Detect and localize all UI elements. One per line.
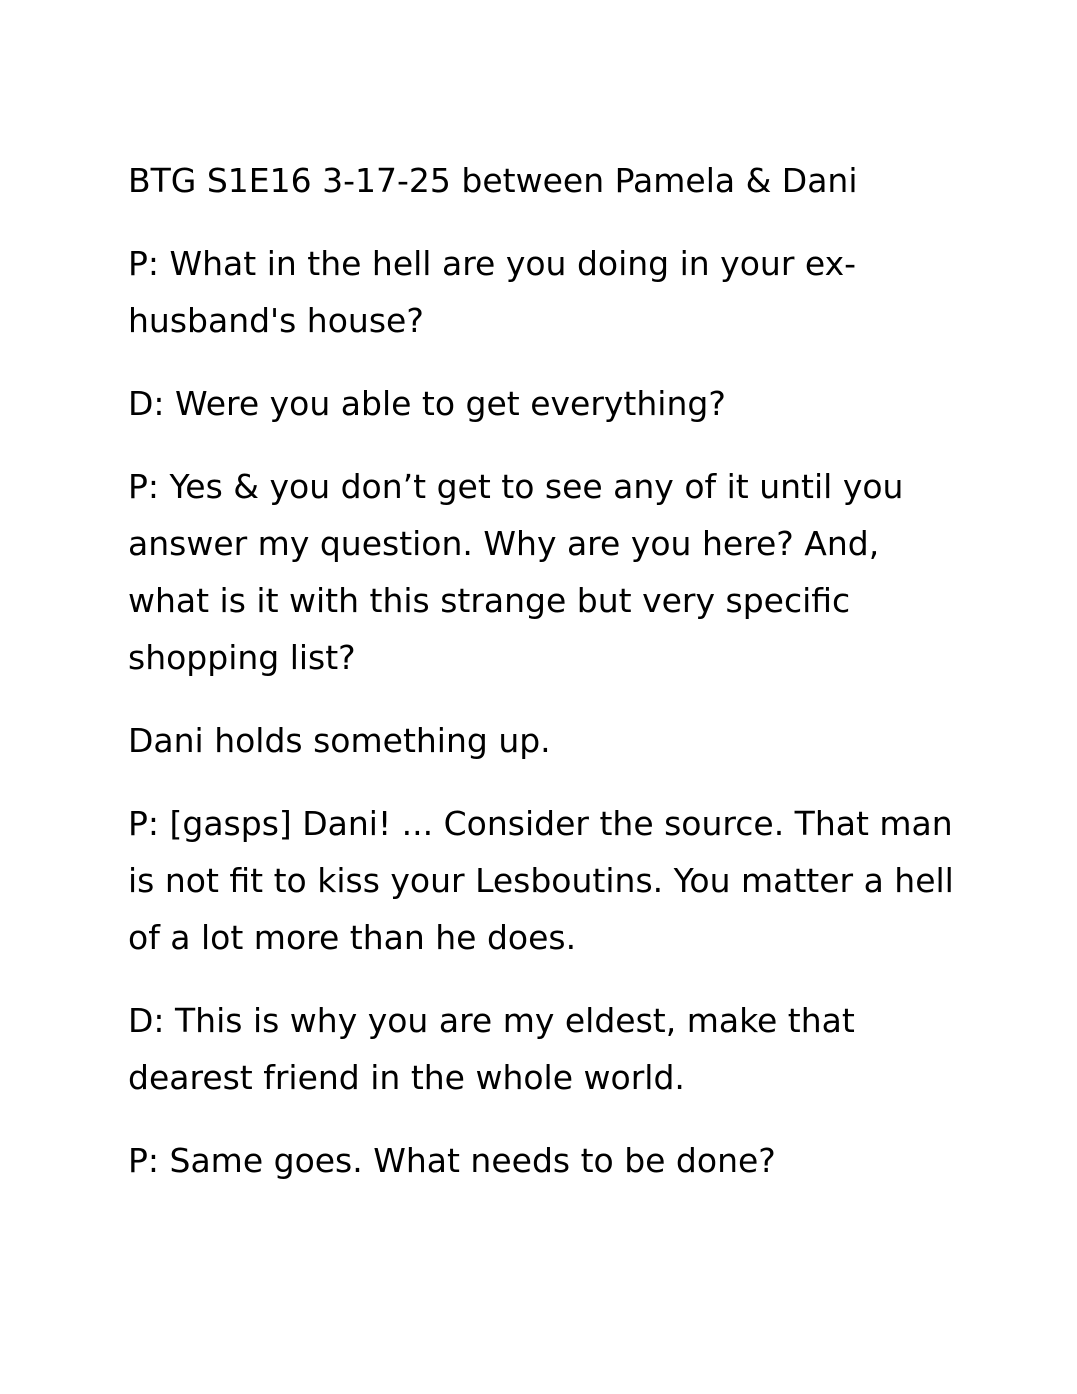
stage-direction: Dani holds something up. [128, 721, 551, 760]
dialogue-line: P: Same goes. What needs to be done? [128, 1141, 776, 1180]
dialogue-line: D: This is why you are my eldest, make that dearest friend in the whole world. [128, 1001, 855, 1097]
dialogue-line: P: [gasps] Dani! ... Consider the source. That man is not fit to kiss your Lesboutins. You matter a hell of a lot more than he does. [128, 804, 954, 957]
dialogue-line: P: What in the hell are you doing in your ex-husband's house? [128, 244, 857, 340]
dialogue-line: D: Were you able to get everything? [128, 384, 726, 423]
document-body [128, 152, 958, 1215]
document-title: BTG S1E16 3-17-25 between Pamela & Dani [128, 161, 858, 200]
dialogue-line: P: Yes & you don’t get to see any of it until you answer my question. Why are you here? And, what is it with this strange but very specific shopping list? [128, 467, 904, 677]
